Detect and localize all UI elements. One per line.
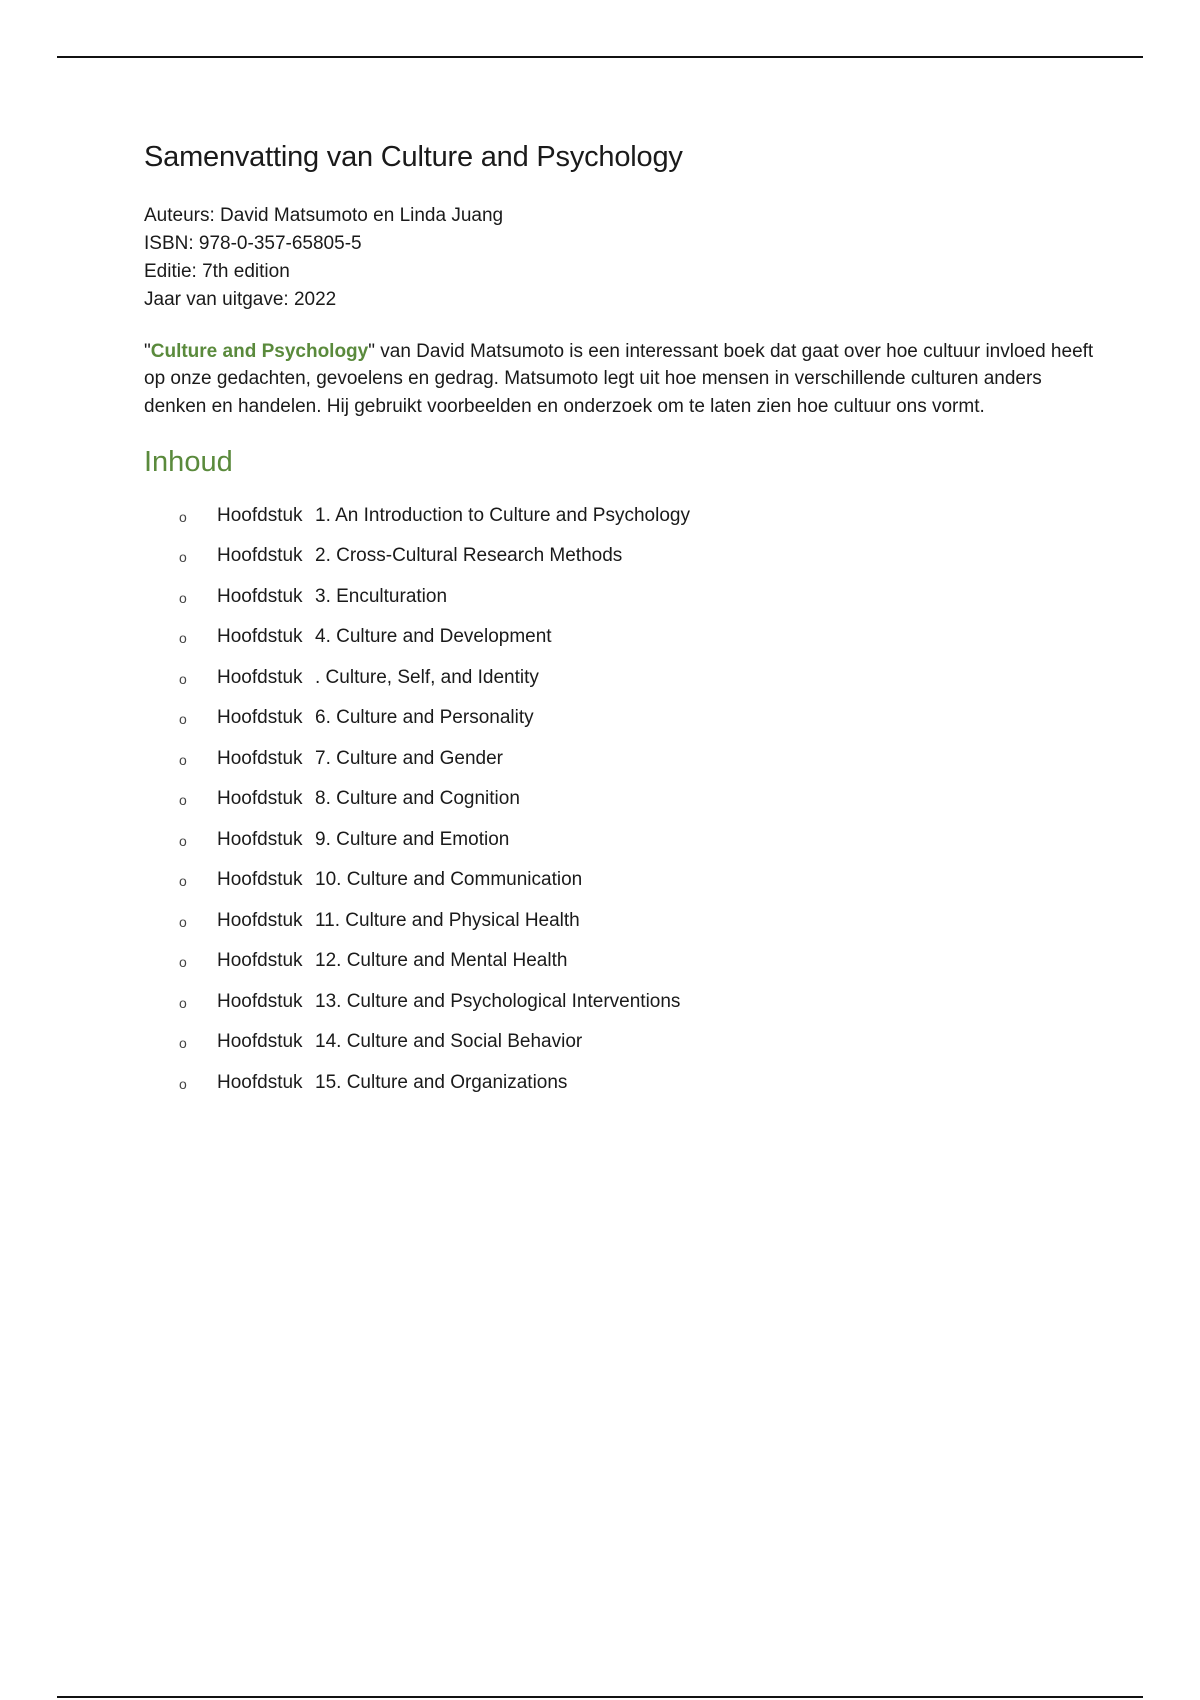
toc-prefix: Hoofdstuk	[217, 909, 303, 931]
toc-item[interactable]	[144, 585, 1094, 626]
toc-chapter-title: 6. Culture and Personality	[315, 707, 534, 729]
toc-chapter-title: 13. Culture and Psychological Interventions	[315, 990, 681, 1012]
toc-chapter-title: 11. Culture and Physical Health	[315, 909, 580, 931]
intro-paragraph	[144, 338, 1094, 421]
bullet-circle-icon: o	[179, 873, 187, 890]
toc-chapter-title: . Culture, Self, and Identity	[315, 666, 539, 688]
toc-prefix: Hoofdstuk	[217, 504, 303, 526]
bullet-circle-icon: o	[179, 670, 187, 687]
toc-prefix: Hoofdstuk	[217, 828, 303, 850]
year-line: Jaar van uitgave: 2022	[144, 288, 337, 310]
toc-prefix: Hoofdstuk	[217, 1071, 303, 1093]
toc-item[interactable]	[144, 747, 1094, 788]
bullet-circle-icon: o	[179, 1075, 187, 1092]
toc-item[interactable]	[144, 949, 1094, 990]
authors-line: Auteurs: David Matsumoto en Linda Juang	[144, 204, 504, 226]
toc-item[interactable]	[144, 666, 1094, 707]
book-name: Culture and Psychology	[150, 340, 369, 362]
isbn-line: ISBN: 978-0-357-65805-5	[144, 232, 362, 254]
bottom-rule	[57, 1696, 1143, 1698]
toc-chapter-title: 14. Culture and Social Behavior	[315, 1031, 583, 1053]
toc-chapter-title: 15. Culture and Organizations	[315, 1071, 568, 1093]
toc-chapter-title: 7. Culture and Gender	[315, 747, 504, 769]
toc-prefix: Hoofdstuk	[217, 869, 303, 891]
toc-chapter-title: 1. An Introduction to Culture and Psychology	[315, 504, 690, 526]
toc-heading: Inhoud	[144, 446, 233, 479]
bullet-circle-icon: o	[179, 832, 187, 849]
document-title: Samenvatting van Culture and Psychology	[144, 141, 683, 173]
top-rule	[57, 56, 1143, 58]
toc-prefix: Hoofdstuk	[217, 707, 303, 729]
toc-chapter-title: 2. Cross-Cultural Research Methods	[315, 545, 623, 567]
bullet-circle-icon: o	[179, 792, 187, 809]
toc-item[interactable]	[144, 909, 1094, 950]
bullet-circle-icon: o	[179, 508, 187, 525]
bullet-circle-icon: o	[179, 589, 187, 606]
bullet-circle-icon: o	[179, 751, 187, 768]
intro-text: van David Matsumoto is een interessant boek dat gaat over hoe cultuur invloed heeft op onze gedachten, gevoelens en gedrag. Matsumoto legt uit hoe mensen in verschillende culturen anders denken en handelen. Hij gebruikt voorbeelden en onderzoek om te laten zien hoe cultuur ons vormt.	[144, 340, 1094, 417]
toc-item[interactable]	[144, 787, 1094, 828]
toc-prefix: Hoofdstuk	[217, 1031, 303, 1053]
bullet-circle-icon: o	[179, 1035, 187, 1052]
toc-item[interactable]	[144, 504, 1094, 545]
toc-prefix: Hoofdstuk	[217, 950, 303, 972]
toc-item[interactable]	[144, 1071, 1094, 1112]
edition-line: Editie: 7th edition	[144, 260, 290, 282]
bullet-circle-icon: o	[179, 711, 187, 728]
toc-chapter-title: 9. Culture and Emotion	[315, 828, 510, 850]
toc-item[interactable]	[144, 1030, 1094, 1071]
toc-prefix: Hoofdstuk	[217, 666, 303, 688]
quote-close: "	[368, 340, 375, 362]
toc-prefix: Hoofdstuk	[217, 747, 303, 769]
toc-prefix: Hoofdstuk	[217, 626, 303, 648]
bullet-circle-icon: o	[179, 630, 187, 647]
bullet-circle-icon: o	[179, 994, 187, 1011]
toc-item[interactable]	[144, 544, 1094, 585]
toc-prefix: Hoofdstuk	[217, 545, 303, 567]
bullet-circle-icon: o	[179, 954, 187, 971]
page-content	[144, 140, 1094, 1111]
bullet-circle-icon: o	[179, 913, 187, 930]
toc-prefix: Hoofdstuk	[217, 788, 303, 810]
toc-chapter-title: 8. Culture and Cognition	[315, 788, 520, 810]
toc-chapter-title: 10. Culture and Communication	[315, 869, 583, 891]
toc-prefix: Hoofdstuk	[217, 990, 303, 1012]
toc-chapter-title: 4. Culture and Development	[315, 626, 552, 648]
toc-item[interactable]	[144, 828, 1094, 869]
toc-chapter-title: 12. Culture and Mental Health	[315, 950, 568, 972]
toc-prefix: Hoofdstuk	[217, 585, 303, 607]
quote-open: "	[144, 340, 151, 362]
toc-item[interactable]	[144, 868, 1094, 909]
table-of-contents	[144, 504, 1094, 1112]
toc-item[interactable]	[144, 990, 1094, 1031]
toc-chapter-title: 3. Enculturation	[315, 585, 448, 607]
book-metadata	[144, 202, 1094, 314]
bullet-circle-icon: o	[179, 549, 187, 566]
toc-item[interactable]	[144, 625, 1094, 666]
toc-item[interactable]	[144, 706, 1094, 747]
